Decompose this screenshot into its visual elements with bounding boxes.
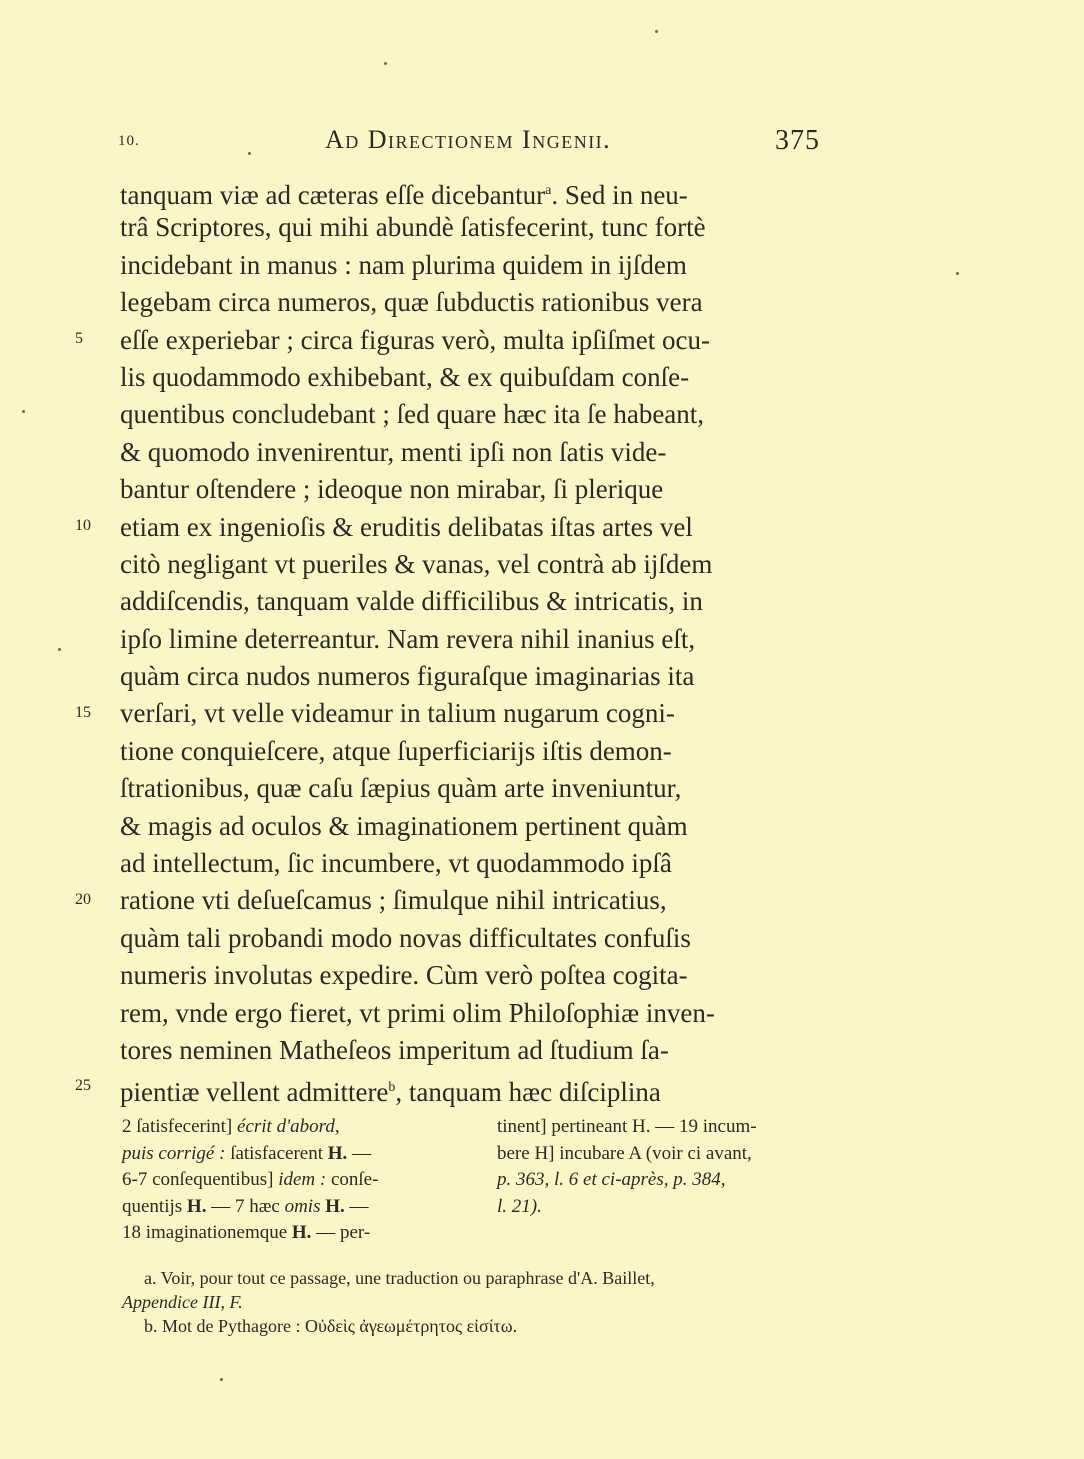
running-header [0, 125, 1084, 165]
text-line: etiam ex ingenioſis & eruditis delibatas iſtas artes vel [120, 511, 693, 542]
footnote-marker: a [545, 183, 552, 198]
section-number: 10. [118, 133, 140, 149]
text-line: & quomodo invenirentur, menti ipſi non ſatis vide- [120, 436, 667, 467]
text-line: & magis ad oculos & imaginationem pertinent quàm [120, 810, 688, 841]
text-line: addiſcendis, tanquam valde difficilibus & intricatis, in [120, 586, 703, 617]
footnote-a: a. Voir, pour tout ce passage, une traduction ou paraphrase d'A. Baillet, [144, 1268, 655, 1288]
apparatus-line: tinent] pertineant H. — 19 incum- [497, 1116, 757, 1137]
line-number: 15 [75, 704, 91, 721]
speck [956, 272, 959, 275]
text-line: eſſe experiebar ; circa figuras verò, multa ipſiſmet ocu- [120, 324, 710, 355]
text-line: citò negligant vt pueriles & vanas, vel contrà ab ijſdem [120, 548, 713, 579]
apparatus-line: l. 21). [497, 1195, 542, 1217]
apparatus-line: puis corrigé : ſatisfacerent H. — [122, 1142, 372, 1164]
main-text [120, 172, 830, 1107]
footnote-a-continued: Appendice III, F. [122, 1292, 243, 1312]
speck [384, 62, 387, 65]
text-line: quentibus concludebant ; ſed quare hæc ita ſe habeant, [120, 399, 705, 430]
apparatus-left-column [122, 1114, 462, 1247]
text-line: quàm circa nudos numeros figuraſque imaginarias ita [120, 661, 695, 692]
apparatus-line: 2 ſatisfecerint] écrit d'abord, [122, 1116, 340, 1137]
text-line: tores neminen Matheſeos imperitum ad ſtudium ſa- [120, 1034, 669, 1065]
footnotes [122, 1266, 842, 1338]
apparatus-right-column [497, 1114, 837, 1220]
line-number: 10 [75, 517, 91, 534]
text-line: ſtrationibus, quæ caſu ſæpius quàm arte inveniuntur, [120, 773, 682, 804]
text-line: ratione vti deſueſcamus ; ſimulque nihil intricatius, [120, 885, 667, 916]
apparatus-line: p. 363, l. 6 et ci-après, p. 384, [497, 1169, 726, 1190]
speck [58, 648, 61, 651]
line-number: 20 [75, 891, 91, 908]
text-line: quàm tali probandi modo novas difficultates confuſis [120, 922, 691, 953]
apparatus-line: 6-7 conſequentibus] idem : conſe- [122, 1169, 379, 1190]
text-line: rem, vnde ergo fieret, vt primi olim Philoſophiæ inven- [120, 997, 715, 1028]
apparatus-line: bere H] incubare A (voir ci avant, [497, 1142, 752, 1164]
line-number: 25 [75, 1077, 91, 1094]
text-line: ad intellectum, ſic incumbere, vt quodammodo ipſâ [120, 848, 672, 879]
apparatus-line: 18 imaginationemque H. — per- [122, 1222, 371, 1243]
footnote-marker: b [388, 1080, 396, 1096]
apparatus-line: quentijs H. — 7 hæc omis H. — [122, 1195, 369, 1217]
text-line: verſari, vt velle videamur in talium nugarum cogni- [120, 698, 675, 729]
text-line: numeris involutas expedire. Cùm verò poſtea cogita- [120, 960, 688, 991]
text-line: pientiæ vellent admittere$^b$, tanquam hæc diſciplina [120, 1077, 661, 1108]
speck [22, 410, 25, 413]
text-line: lis quodammodo exhibebant, & ex quibuſdam conſe- [120, 361, 690, 392]
text-line: bantur oſtendere ; ideoque non mirabar, ſi plerique [120, 474, 664, 505]
footnote-b: b. Mot de Pythagore : Οὐδεὶς ἀγεωμέτρητος εἰσίτω. [144, 1316, 518, 1336]
running-title: Ad Directionem Ingenii. [325, 125, 612, 154]
text-line: legebam circa numeros, quæ ſubductis rationibus vera [120, 287, 703, 318]
text-line: incidebant in manus : nam plurima quidem in ijſdem [120, 249, 687, 280]
speck [220, 1378, 223, 1381]
speck [655, 30, 658, 33]
page-number: 375 [775, 125, 820, 156]
text-line: trâ Scriptores, qui mihi abundè ſatisfecerint, tunc fortè [120, 212, 706, 243]
text-line: tanquam viæ ad cæteras eſſe dicebantur$^a$. Sed in neu- [120, 180, 688, 210]
text-line: tione conquieſcere, atque ſuperficiarijs iſtis demon- [120, 735, 672, 766]
line-number: 5 [75, 330, 83, 347]
text-line: ipſo limine deterreantur. Nam revera nihil inanius eſt, [120, 623, 696, 654]
